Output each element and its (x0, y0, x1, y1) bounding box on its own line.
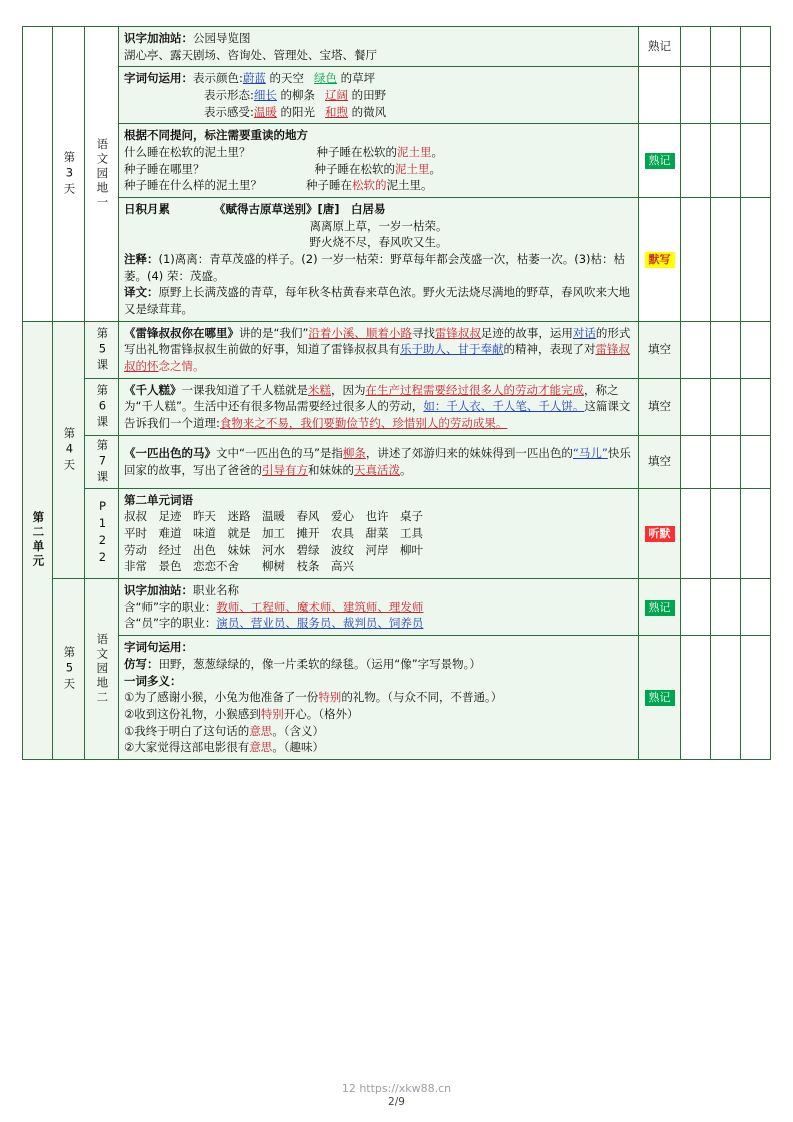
study-plan-table (22, 26, 771, 760)
note-text: (1)离离：青草茂盛的样子。(2) 一岁一枯荣：野草每年都会茂盛一次，枯萎一次。(3)枯：枯萎。(4) 荣：茂盛。 (124, 252, 626, 283)
day-label-5: 第5天 (62, 646, 77, 692)
mark-cell (639, 67, 681, 124)
sub-label: 一词多义： (124, 673, 182, 688)
blank-cell (741, 124, 771, 198)
table-row (23, 636, 771, 760)
poem-title: 《赋得古原草送别》[唐] 白居易 (214, 202, 386, 217)
mark-label: 填空 (648, 399, 671, 414)
blank-cell (711, 198, 741, 322)
blank-cell (681, 124, 711, 198)
content-word-usage-1: 字词句运用：表示颜色:蔚蓝 的天空 绿色 的草坪 表示形态:细长 的柳条 辽阔 的田野 表示感受:温暖 的阳光 和煦 的微风 (119, 67, 639, 124)
block-title: 第二单元词语 (124, 492, 193, 507)
mark-cell (639, 378, 681, 435)
blank-cell (681, 636, 711, 760)
lesson-label: 第5课 (95, 326, 110, 373)
table-row (23, 198, 771, 322)
content-daily-accumulation (119, 198, 639, 322)
status-badge: 听默 (645, 526, 675, 542)
group-cell-garden-1 (85, 27, 119, 322)
lesson-cell-p122 (85, 488, 119, 578)
content-lesson-6: 《千人糕》一课我知道了千人糕就是米糕，因为在生产过程需要经过很多人的劳动才能完成，称之为“千人糕”。生活中还有很多物品需要经过很多人的劳动，如：千人衣、千人笔、千人饼。这篇课文告诉我们一个道理:食物来之不易，我们要勤俭节约、珍惜别人的劳动成果。 (119, 378, 639, 435)
translation-label: 译文： (124, 285, 159, 300)
blank-cell (681, 198, 711, 322)
table-row (23, 321, 771, 378)
blank-cell (681, 378, 711, 435)
blank-cell (711, 636, 741, 760)
blank-cell (711, 124, 741, 198)
content-lesson-7: 《一匹出色的马》文中“一匹出色的马”是指柳条，讲述了郊游归来的妹妹得到一匹出色的“马儿”快乐回家的故事，写出了爸爸的引导有方和妹妹的天真活泼。 (119, 435, 639, 488)
blank-cell (681, 488, 711, 578)
mark-label: 熟记 (648, 39, 671, 54)
content-unit2-words (119, 488, 639, 578)
lesson-cell-7 (85, 435, 119, 488)
block-line: 湖心亭、露天剧场、咨询处、管理处、宝塔、餐厅 (124, 47, 377, 62)
blank-cell (681, 67, 711, 124)
word-line: 叔叔 足迹 昨天 迷路 温暖 春风 爱心 也许 桌子 (124, 509, 423, 524)
unit-cell-empty-1 (23, 27, 53, 322)
unit-label: 第二单元 (31, 511, 46, 570)
lesson-cell-5 (85, 321, 119, 378)
table-row (23, 378, 771, 435)
blank-cell (741, 378, 771, 435)
content-stress-reading: 根据不同提问，标注需要重读的地方 什么睡在松软的泥土里？ 种子睡在松软的泥土里。 种子睡在哪里？ 种子睡在松软的泥土里。 种子睡在什么样的泥土里？ 种子睡在松软的泥土里。 (119, 124, 639, 198)
page-number: 2/9 (388, 1096, 405, 1108)
block-subtitle: 职业名称 (193, 583, 239, 598)
status-badge: 熟记 (645, 600, 675, 616)
mark-label: 填空 (648, 342, 671, 357)
lesson-label: 第6课 (95, 383, 110, 430)
poem-line: 野火烧不尽，春风吹又生。 (309, 235, 448, 250)
blank-cell (741, 198, 771, 322)
blank-cell (681, 321, 711, 378)
word-line: 平时 难道 味道 就是 加工 摊开 农具 甜菜 工具 (124, 526, 423, 541)
blank-cell (711, 27, 741, 67)
block-title: 日积月累 (124, 202, 170, 217)
watermark-text: 12 https://xkw88.cn (341, 1082, 452, 1095)
content-identify-station-2: 识字加油站：职业名称 含“师”字的职业：教师、工程师、魔术师、建筑师、理发师 含“员”字的职业：演员、营业员、服务员、裁判员、饲养员 (119, 579, 639, 636)
blank-cell (741, 579, 771, 636)
mark-cell (639, 488, 681, 578)
blank-cell (711, 321, 741, 378)
mark-cell (639, 198, 681, 322)
word-line: 非常 景色 恋恋不舍 柳树 枝条 高兴 (124, 559, 354, 574)
page-footer (0, 1082, 793, 1108)
blank-cell (741, 636, 771, 760)
table-row (23, 435, 771, 488)
day-label-3: 第3天 (62, 150, 77, 197)
block-subtitle: 公园导览图 (193, 31, 251, 45)
mark-cell (639, 27, 681, 67)
block-title: 字词句运用： (124, 71, 193, 86)
mark-cell (639, 321, 681, 378)
blank-cell (711, 67, 741, 124)
lesson-label: 第7课 (95, 438, 110, 485)
block-title: 识字加油站： (124, 31, 193, 45)
group-cell-garden-2 (85, 579, 119, 760)
day-cell-4 (53, 321, 85, 578)
note-label: 注释： (124, 252, 159, 267)
block-title: 字词句运用： (124, 640, 193, 655)
translation-text: 原野上长满茂盛的青草，每年秋冬枯黄春来草色浓。野火无法烧尽满地的野草，春风吹来大地又是绿茸茸。 (124, 285, 630, 317)
mark-cell (639, 636, 681, 760)
poem-line: 离离原上草，一岁一枯荣。 (309, 218, 448, 233)
blank-cell (681, 27, 711, 67)
day-cell-3 (53, 27, 85, 322)
group-label-2: 语文园地二 (95, 632, 110, 706)
blank-cell (741, 435, 771, 488)
status-badge: 熟记 (645, 153, 675, 169)
blank-cell (741, 488, 771, 578)
sub-label: 仿写： (124, 656, 159, 671)
table-row (23, 67, 771, 124)
status-badge: 默写 (645, 252, 675, 268)
block-title: 根据不同提问，标注需要重读的地方 (124, 128, 308, 143)
blank-cell (711, 579, 741, 636)
mark-cell (639, 579, 681, 636)
table-row (23, 488, 771, 578)
mark-cell (639, 124, 681, 198)
content-identify-station-1 (119, 27, 639, 67)
status-badge: 熟记 (645, 690, 675, 706)
lesson-label: P122 (95, 499, 110, 568)
content-word-usage-2: 字词句运用： 仿写：田野，葱葱绿绿的，像一片柔软的绿毯。（运用“像”字写景物。） 一词多义： ①为了感谢小猴，小兔为他准备了一份特别的礼物。（与众不同，不普通。） ②收到这份礼物，小猴感到特别开心。（格外） ①我终于明白了这句话的意思。（含义） ②大家觉得这部电影很有意思。（趣味） (119, 636, 639, 760)
blank-cell (741, 321, 771, 378)
unit-cell-2 (23, 321, 53, 759)
mark-label: 填空 (648, 454, 671, 469)
usage-line-1: 表示颜色:蔚蓝 的天空 绿色 的草坪 (193, 71, 376, 86)
day-label-4: 第4天 (62, 426, 77, 473)
mark-cell (639, 435, 681, 488)
block-title: 识字加油站： (124, 583, 193, 598)
sub-text: 田野，葱葱绿绿的，像一片柔软的绿毯。（运用“像”字写景物。） (158, 656, 481, 671)
lesson-cell-6 (85, 378, 119, 435)
day-cell-5 (53, 579, 85, 760)
blank-cell (711, 488, 741, 578)
group-label-1: 语文园地一 (95, 137, 110, 211)
content-lesson-5: 《雷锋叔叔你在哪里》讲的是“我们”沿着小溪、顺着小路寻找雷锋叔叔足迹的故事，运用对话的形式写出礼物雷锋叔叔生前做的好事，知道了雷锋叔叔具有乐于助人、甘于奉献的精神，表现了对雷锋叔叔的怀念之情。 (119, 321, 639, 378)
word-line: 劳动 经过 出色 妹妹 河水 碧绿 波纹 河岸 柳叶 (124, 542, 423, 557)
blank-cell (711, 435, 741, 488)
table-row (23, 124, 771, 198)
blank-cell (741, 67, 771, 124)
blank-cell (681, 435, 711, 488)
table-row (23, 27, 771, 67)
blank-cell (741, 27, 771, 67)
blank-cell (681, 579, 711, 636)
table-row (23, 579, 771, 636)
blank-cell (711, 378, 741, 435)
